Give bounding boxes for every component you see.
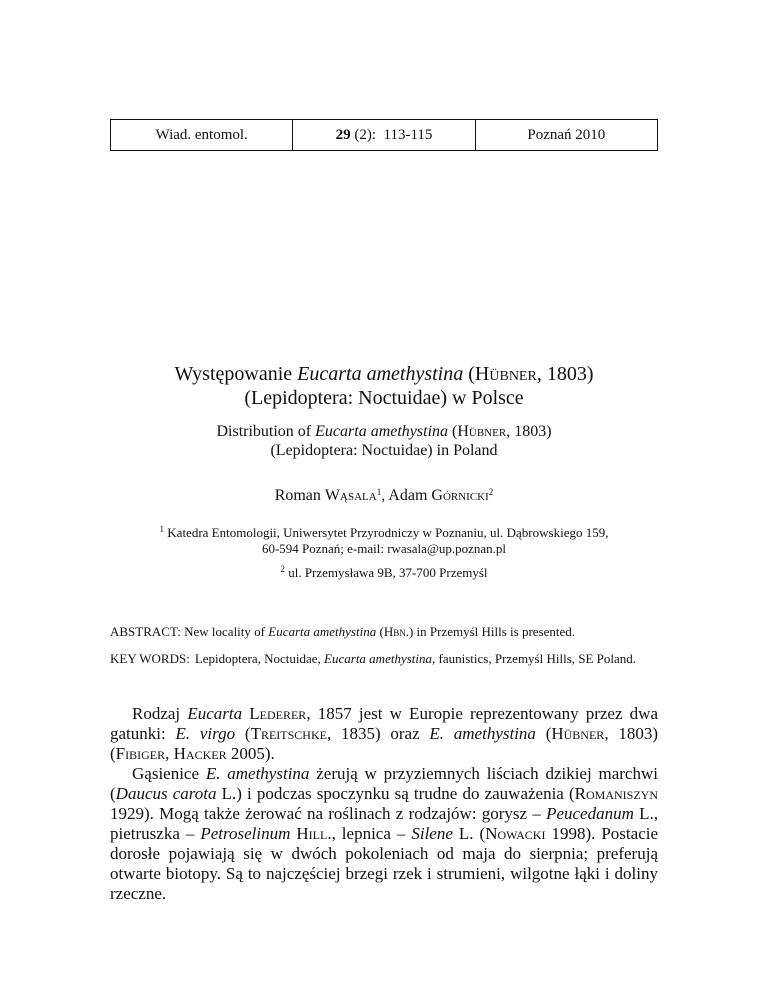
keywords-text2: , faunistics, Przemyśl Hills, SE Poland. <box>432 651 637 666</box>
journal-header <box>110 119 658 151</box>
body-text <box>110 704 658 904</box>
affil1-sup: 1 <box>159 524 165 534</box>
author2-last: Górnicki <box>431 487 489 504</box>
author1-last: Wąsala <box>324 487 377 504</box>
author-sep: , Adam <box>381 487 432 504</box>
title-pl-line2: (Lepidoptera: Noctuidae) w Polsce <box>244 387 524 409</box>
volume-number: 29 <box>335 126 351 143</box>
title-polish <box>0 362 768 410</box>
author2-sup: 2 <box>488 487 494 497</box>
abstract-label: ABSTRACT: <box>110 624 181 639</box>
abstract <box>110 624 658 640</box>
affil1-line1: Katedra Entomologii, Uniwersytet Przyrodniczy w Poznaniu, ul. Dąbrowskiego 159, <box>167 525 609 540</box>
place-year-text: Poznań 2010 <box>527 126 606 143</box>
title-en-author: Hübner <box>457 423 507 440</box>
place-year <box>475 120 657 150</box>
title-en-species: Eucarta amethystina <box>315 423 449 440</box>
issue-pages: (2): 113-115 <box>350 126 433 143</box>
keywords-species: Eucarta amethystina <box>324 651 433 666</box>
journal-name-text: Wiad. entomol. <box>155 126 248 143</box>
affil1-line2: 60-594 Poznań; e-mail: rwasala@up.poznan.pl <box>261 541 507 556</box>
abstract-text3: ) in Przemyśl Hills is presented. <box>408 624 576 639</box>
title-en-year: , 1803) <box>506 423 552 440</box>
title-pl-open: ( <box>463 363 475 385</box>
title-en-part1: Distribution of <box>216 423 316 440</box>
title-pl-year: , 1803) <box>536 363 594 385</box>
abstract-species: Eucarta amethystina <box>268 624 377 639</box>
keywords <box>110 651 658 667</box>
abstract-text1: New locality of <box>180 624 269 639</box>
journal-name <box>111 120 292 150</box>
authors <box>0 487 768 505</box>
paragraph-1: Rodzaj Eucarta Lederer, 1857 jest w Europie reprezentowany przez dwa gatunki: E. virgo (Treitschke, 1835) oraz E. amethystina (Hübner, 1803) (Fibiger, Hacker 2005). <box>110 704 658 763</box>
title-pl-part1: Występowanie <box>174 363 298 385</box>
title-pl-species: Eucarta amethystina <box>297 363 464 385</box>
affil2-line: ul. Przemysława 9B, 37-700 Przemyśl <box>288 565 488 580</box>
paragraph-2: Gąsienice E. amethystina żerują w przyziemnych liściach dzikiej marchwi (Daucus carota L.) i podczas spoczynku są trudne do zauważenia (Romaniszyn 1929). Mogą także żerować na roślinach z rodzajów: gorysz – Peucedanum L., pietruszka – Petroselinum Hill., lepnica – Silene L. (Nowacki 1998). Postacie dorosłe pojawiają się w dwóch pokoleniach od maja do sierpnia; preferują otwarte biotopy. Są to najczęściej brzegi rzek i strumieni, wilgotne łąki i doliny rzeczne. <box>110 764 659 903</box>
keywords-label: KEY WORDS: <box>110 651 190 666</box>
title-en-open: ( <box>448 423 458 440</box>
author1-first: Roman <box>274 487 325 504</box>
abstract-author: Hbn. <box>383 624 409 639</box>
author1-sup: 1 <box>376 487 382 497</box>
affiliation-1 <box>0 525 768 557</box>
title-pl-author: Hübner <box>474 363 537 385</box>
title-en-line2: (Lepidoptera: Noctuidae) in Poland <box>270 442 498 459</box>
title-english <box>0 422 768 460</box>
keywords-text1: Lepidoptera, Noctuidae, <box>194 651 325 666</box>
affiliation-2 <box>0 565 768 581</box>
volume-info <box>292 120 474 150</box>
affil2-sup: 2 <box>280 564 285 574</box>
abstract-text2: ( <box>376 624 384 639</box>
